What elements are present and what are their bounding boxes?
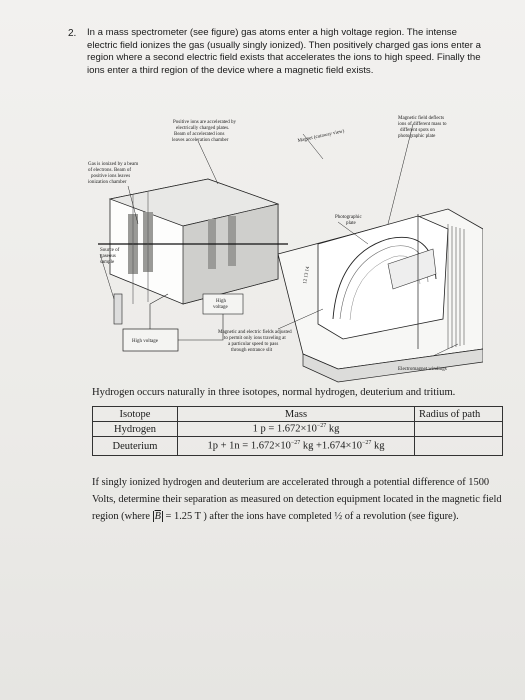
svg-text:Magnetic field deflectsions of [398,116,447,139]
header-mass: Mass [178,407,415,422]
mass-text: 1 p = 1.672×10 [252,423,317,435]
label-hv-small-line1: High [216,299,226,304]
label-source-line3: sample [100,260,115,265]
table-row [93,437,503,456]
label-accel-line3: Beam of accelerated ions [174,132,225,137]
mass-cell [178,422,415,437]
label-slit-line4: through entrance slit [231,348,273,353]
label-hv-box: High voltage [132,339,158,344]
label-windings: Electromagnet windings [398,367,447,372]
question-intro: In a mass spectrometer (see figure) gas atoms enter a high voltage region. The intense electric field ionizes the gas (usually singly ionized). Then positively charged gas ions enter a region where a second electric field exists that accelerates the ions to high speed. Finally the ions enter a third region of the device where a magnetic field exists. [87,27,481,76]
label-accel-line4: leaves acceleration chamber [172,138,229,143]
isotopes-intro: Hydrogen occurs naturally in three isotopes, normal hydrogen, deuterium and tritium. [92,387,456,398]
label-ionize-line2: of electrons. Beam of [88,168,132,173]
label-source-line2: gaseous [100,254,116,259]
mass-text-mid: kg +1.674×10 [300,440,362,452]
radius-cell[interactable] [415,437,503,456]
isotope-table [92,406,503,456]
label-plate-line1: Photographic [335,215,362,220]
label-ionize-line3: positive ions leaves [91,174,131,179]
label-ionize-line1: Gas is ionized by a beam [88,162,139,167]
radius-cell[interactable] [415,422,503,437]
mass-spectrometer-figure [88,104,483,384]
label-plate-line2: plate [346,221,356,226]
label-accel-line1: Positive ions are accelerated by [173,120,237,125]
label-masses: 12 13 14 [303,266,312,285]
table-row [93,422,503,437]
label-accel-line2: electrically charged plates. [176,126,230,131]
label-hv-small-line2: voltage [213,305,228,310]
header-isotope: Isotope [93,407,178,422]
svg-text:Gas is ionized by a beamof ele [88,162,138,185]
label-deflect-line2: ions of different mass to [398,122,447,127]
mass-unit: kg [371,440,385,452]
label-slit-line3: a particular speed to pass [228,342,279,347]
mass-unit: kg [326,423,340,435]
label-deflect-line1: Magnetic field deflects [398,116,445,121]
mass-exponent: −27 [290,440,301,447]
svg-text:Magnetic and electric fields a [218,330,292,353]
label-slit-line1: Magnetic and electric fields adjusted [218,330,292,335]
problem-text-1: If singly ionized hydrogen and deuterium are accelerated through a potential difference of 1500 Volts, determine their separation as measured on detection equipment located in the magnetic field region (where [92,477,502,522]
label-deflect-line3: different spots on [400,128,435,133]
svg-text:Photographicplate [335,215,362,226]
svg-text:Positive ions are accelerated [172,120,237,143]
isotope-cell: Hydrogen [93,422,178,437]
label-deflect-line4: photographic plate [398,134,436,139]
mass-text: 1p + 1n = 1.672×10 [207,440,291,452]
isotope-cell: Deuterium [93,437,178,456]
mass-cell [178,437,415,456]
question-number: 2. [68,28,77,39]
problem-statement [92,474,502,525]
header-radius: Radius of path [415,407,503,422]
label-source-line1: Source of [100,248,120,253]
problem-text-2: = 1.25 T ) after the ions have completed ½ of a revolution (see figure). [162,511,459,522]
table-header-row [93,407,503,422]
label-ionize-line4: ionization chamber [88,180,127,185]
mass-exponent: −27 [316,423,327,430]
b-field-symbol: $\overline{B}$ [154,511,161,522]
mass-exponent: −27 [361,440,372,447]
b-field-magnitude [153,511,163,522]
label-magnet: Magnet (cutaway view) [297,129,345,144]
label-slit-line2: to permit only ions traveling at [224,336,286,341]
